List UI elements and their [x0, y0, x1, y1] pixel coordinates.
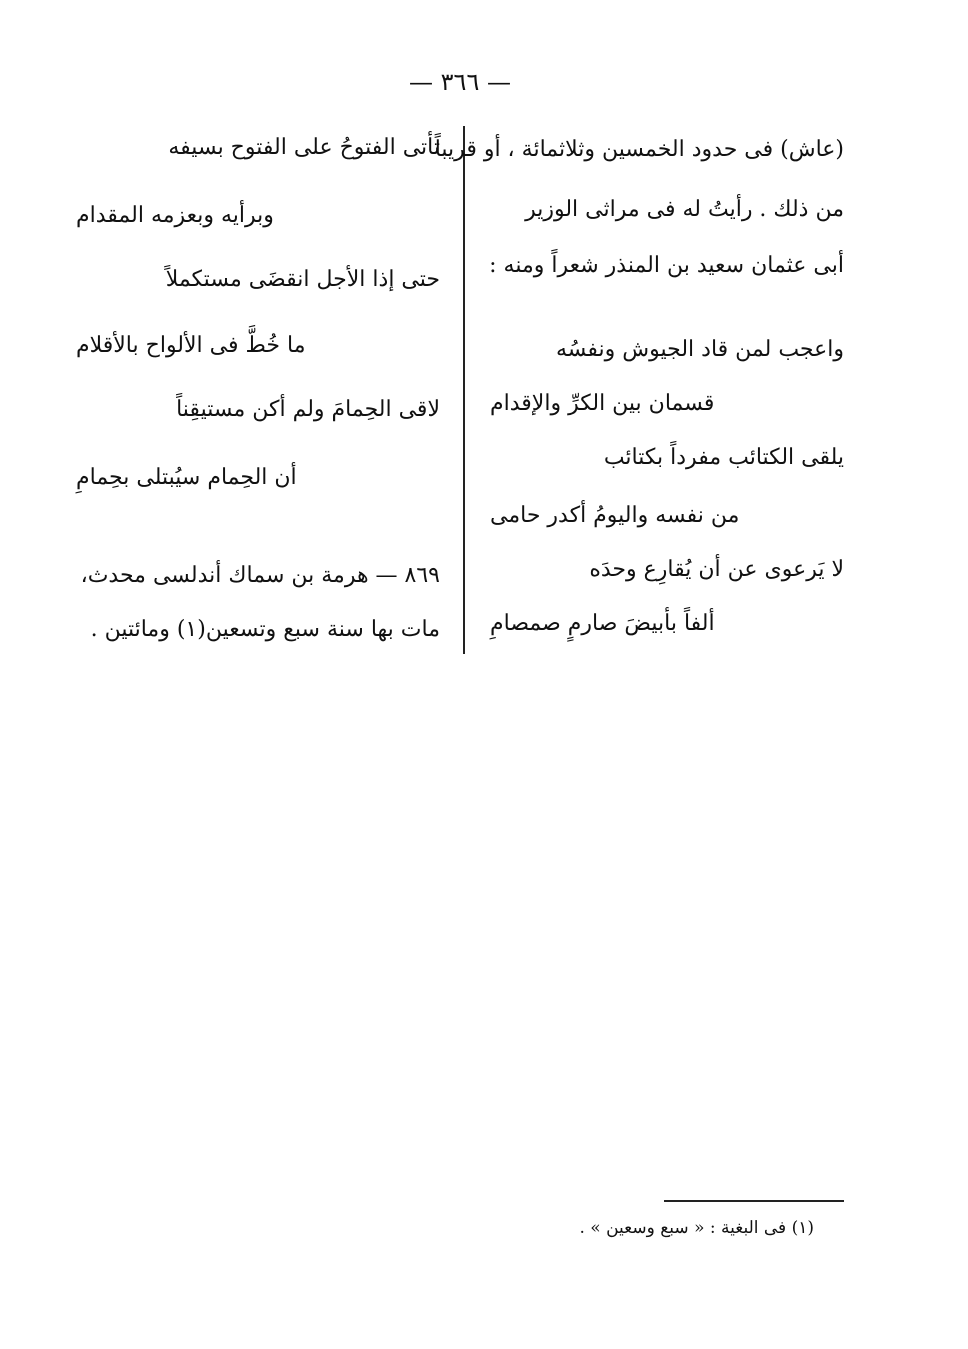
verse-first-half: واعجب لمن قاد الجيوش ونفسُه — [556, 337, 844, 362]
verse-second-half: قسمان بين الكرِّ والإقدام — [490, 391, 715, 416]
verse-second-half: ما خُطَّ فى الألواح بالأقلام — [76, 333, 306, 358]
verse-second-half: أن الحِمام سيُبتلى بحِمامِ — [76, 465, 297, 490]
entry-line: ٨٦٩ — هرمة بن سماك أندلسى محدث، — [80, 563, 440, 588]
verse-first-half: لاقى الحِمامَ ولم أكن مستيقِناً — [176, 397, 440, 422]
verse-second-half: من نفسه واليومُ أكدر حامى — [490, 503, 740, 528]
prose-line: من ذلك . رأيتُ له فى مراثى الوزير — [525, 197, 844, 222]
entry-line: مات بها سنة سبع وتسعين(١) ومائتين . — [90, 617, 440, 642]
verse-first-half: يلقى الكتائب مفرداً بكتائب — [603, 445, 844, 470]
page-number: — ٣٦٦ — — [409, 68, 511, 96]
verse-second-half: ألفاً بأبيضَ صارمٍ صمصامِ — [490, 611, 715, 636]
verse-second-half: وبرأيه وبعزمه المقدام — [76, 203, 274, 228]
footnote: (١) فى البغية : « سبع وسعين » . — [579, 1218, 814, 1238]
verse-first-half: حتى إذا الأجل انقضَى مستكملاً — [165, 267, 440, 292]
footnote-rule — [664, 1200, 844, 1202]
prose-line: (عاش) فى حدود الخمسين وثلاثمائة ، أو قريباً — [434, 137, 844, 162]
verse-first-half: تأتى الفتوحُ على الفتوح بسيفه — [168, 135, 440, 160]
column-divider — [463, 126, 465, 654]
verse-first-half: لا يَرعوى عن أن يُقارِع وحدَه — [589, 557, 844, 582]
prose-line: أبى عثمان سعيد بن المنذر شعراً ومنه : — [489, 253, 844, 278]
